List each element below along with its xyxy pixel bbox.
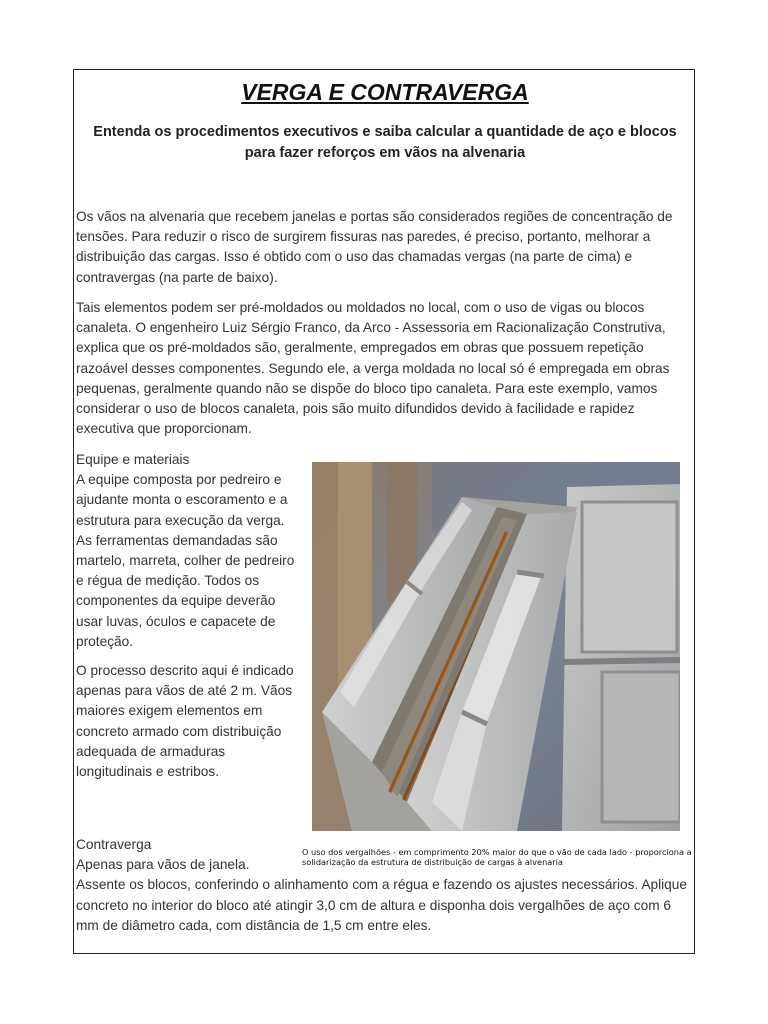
page-subtitle: Entenda os procedimentos executivos e saiba calcular a quantidade de aço e blocos para fazer reforços em vãos na alvenaria <box>93 124 677 161</box>
equipe-section <box>76 450 301 652</box>
contraverga-heading: Contraverga <box>76 837 152 852</box>
paragraph-elements: Tais elementos podem ser pré-moldados ou moldados no local, com o uso de vigas ou blocos canaleta. O engenheiro Luiz Sérgio Franco, da Arco - Assessoria em Racionalização Construtiva, explica que os pré-moldados são, geralmente, empregados em obras que possuem repetição razoável desses componentes. Segundo ele, a verga moldada no local só é empregada em obras pequenas, geralmente quando não se dispõe do bloco tipo canaleta. Para este exemplo, vamos considerar o uso de blocos canaleta, pois são muito difundidos devido à facilidade e rapidez executiva que proporcionam. <box>76 300 670 437</box>
page-title: VERGA E CONTRAVERGA <box>241 79 529 105</box>
paragraph-intro: Os vãos na alvenaria que recebem janelas e portas são considerados regiões de concentração de tensões. Para reduzir o risco de surgirem fissuras nas paredes, é preciso, portanto, melhorar a distribuição das cargas. Isso é obtido com o uso das chamadas vergas (na parte de cima) e contravergas (na parte de baixo). <box>76 209 673 285</box>
contraverga-line1: Apenas para vãos de janela. <box>76 857 250 873</box>
equipe-heading: Equipe e materiais <box>76 452 190 467</box>
contraverga-section <box>76 835 696 936</box>
processo-paragraph: O processo descrito aqui é indicado apenas para vãos de até 2 m. Vãos maiores exigem elementos em concreto armado com distribuição adequada de armaduras longitudinais e estribos. <box>76 663 294 780</box>
contraverga-text: Assente os blocos, conferindo o alinhamento com a régua e fazendo os ajustes necessários. Aplique concreto no interior do bloco até atingir 3,0 cm de altura e disponha dois vergalhões de aço com 6 mm de diâmetro cada, com distância de 1,5 cm entre eles. <box>76 877 687 933</box>
photo-caption: O uso dos vergalhões - em comprimento 20% maior do que o vão de cada lado - proporciona a solidarização da estrutura de distribuição de cargas à alvenaria <box>302 847 692 867</box>
left-column <box>76 450 301 791</box>
equipe-text: A equipe composta por pedreiro e ajudante monta o escoramento e a estrutura para execução da verga. As ferramentas demandadas são martelo, marreta, colher de pedreiro e régua de medição. Todos os componentes da equipe deverão usar luvas, óculos e capacete de proteção. <box>76 472 295 649</box>
document-page <box>73 69 695 954</box>
concrete-blocks-photo <box>312 462 680 831</box>
